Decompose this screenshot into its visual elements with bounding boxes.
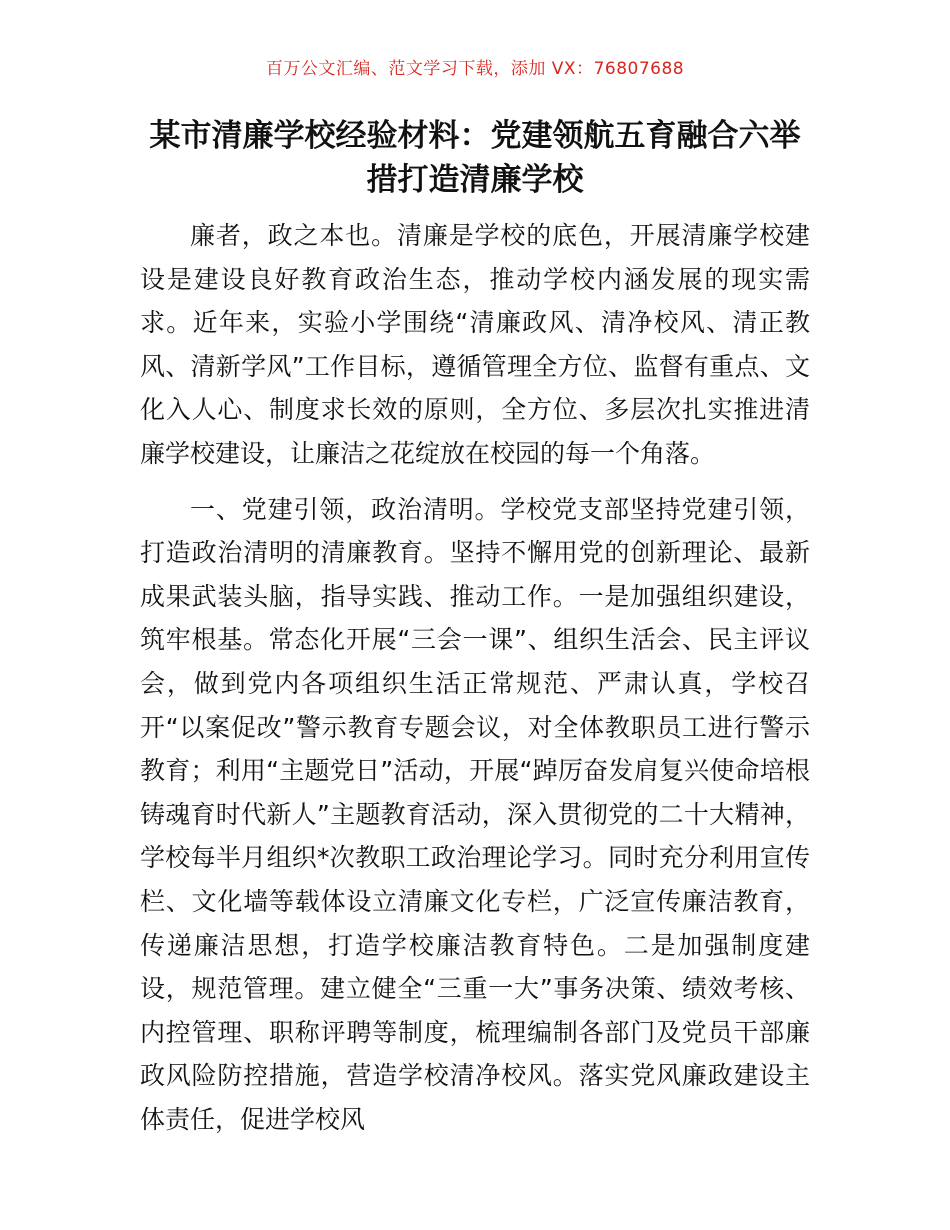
download-watermark-note: 百万公文汇编、范文学习下载，添加 VX：76807688 bbox=[265, 59, 685, 79]
paragraph-intro: 廉者，政之本也。清廉是学校的底色，开展清廉学校建设是建设良好教育政治生态，推动学校内涵发展的现实需求。近年来，实验小学围绕“清廉政风、清净校风、清正教风、清新学风”工作目标，遵循管理全方位、监督有重点、文化入人心、制度求长效的原则，全方位、多层次扎实推进清廉学校建设，让廉洁之花绽放在校园的每一个角落。 bbox=[140, 221, 810, 468]
document-title: 某市清廉学校经验材料：党建领航五育融合六举措打造清廉学校 bbox=[149, 118, 801, 198]
paragraph-party-leadership: 一、党建引领，政治清明。学校党支部坚持党建引领，打造政治清明的清廉教育。坚持不懈用党的创新理论、最新成果武装头脑，指导实践、推动工作。一是加强组织建设，筑牢根基。常态化开展“三会一课”、组织生活会、民主评议会，做到党内各项组织生活正常规范、严肃认真，学校召开“以案促改”警示教育专题会议，对全体教职员工进行警示教育；利用“主题党日”活动，开展“踔厉奋发肩复兴使命培根铸魂育时代新人”主题教育活动，深入贯彻党的二十大精神，学校每半月组织*次教职工政治理论学习。同时充分利用宣传栏、文化墙等载体设立清廉文化专栏，广泛宣传廉洁教育，传递廉洁思想，打造学校廉洁教育特色。二是加强制度建设，规范管理。建立健全“三重一大”事务决策、绩效考核、内控管理、职称评聘等制度，梳理编制各部门及党员干部廉政风险防控措施，营造学校清净校风。落实党风廉政建设主体责任，促进学校风 bbox=[140, 494, 810, 1134]
document-body bbox=[140, 214, 810, 1153]
